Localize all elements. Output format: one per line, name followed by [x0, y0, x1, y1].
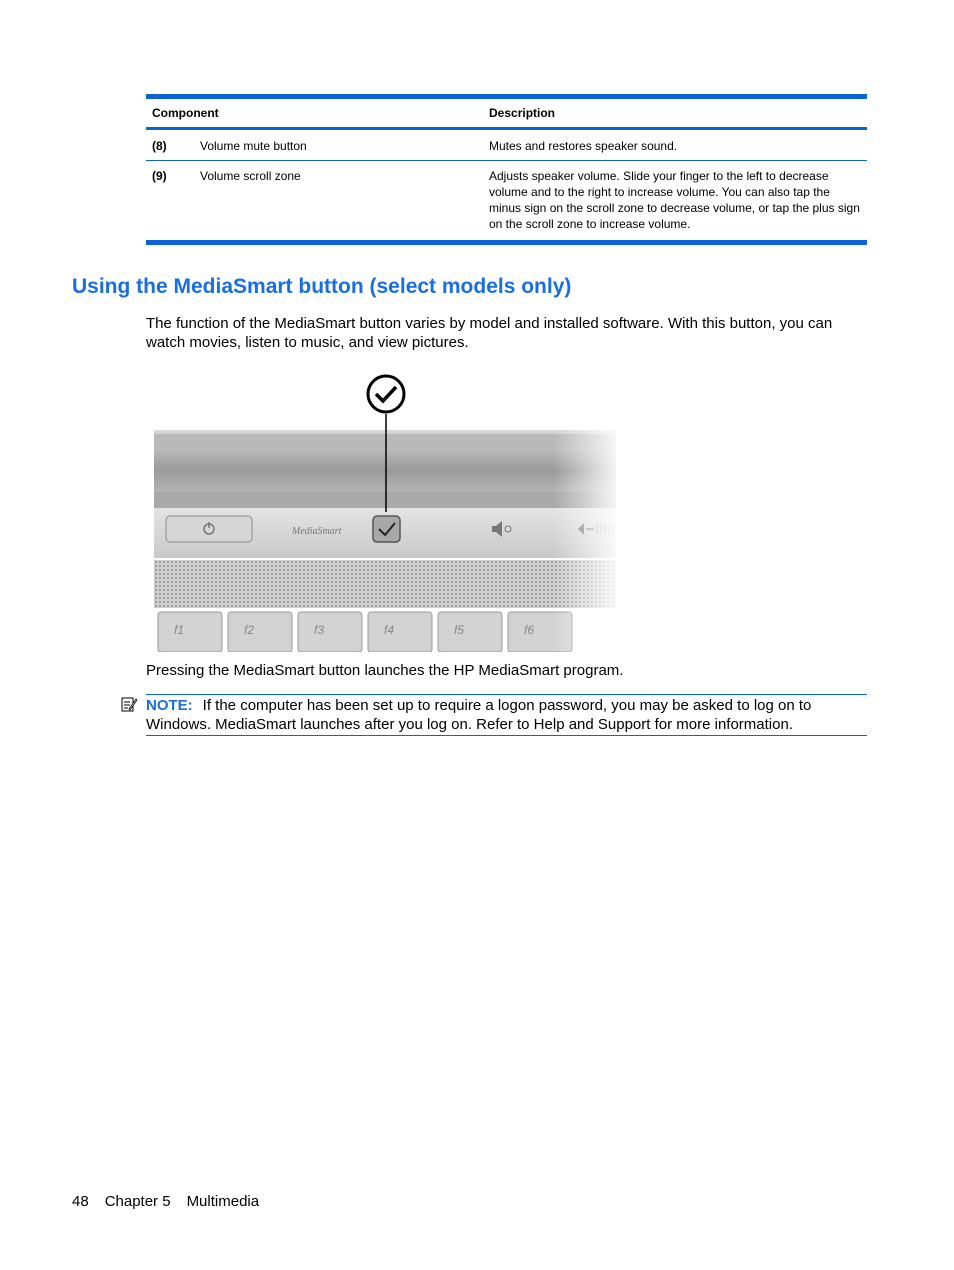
- laptop-illustration: [146, 372, 624, 652]
- note-label: NOTE:: [146, 697, 193, 714]
- row-description: Adjusts speaker volume. Slide your finger to the left to decrease volume and to the right to increase volume. You can also tap the minus sign on the scroll zone to decrease volume, or tap the plus sign on the scroll zone to increase volume.: [489, 169, 860, 231]
- table-row: [146, 161, 867, 240]
- component-table: [146, 94, 867, 245]
- row-number: (8): [152, 139, 167, 153]
- page-number: 48: [72, 1193, 89, 1210]
- intro-paragraph: The function of the MediaSmart button varies by model and installed software. With this button, you can watch movies, listen to music, and view pictures.: [146, 315, 833, 351]
- after-figure-paragraph: Pressing the MediaSmart button launches the HP MediaSmart program.: [146, 662, 624, 679]
- header-description: Description: [489, 106, 556, 120]
- row-component: Volume mute button: [200, 139, 307, 153]
- section-heading: Using the MediaSmart button (select models only): [72, 275, 572, 298]
- page-footer: [72, 1193, 275, 1210]
- table-row: [146, 130, 867, 160]
- note-icon: [120, 696, 138, 714]
- chapter-title: Multimedia: [186, 1193, 260, 1210]
- table-bottom-rule: [146, 240, 867, 245]
- row-component: Volume scroll zone: [200, 169, 301, 183]
- note-box: [146, 694, 867, 736]
- row-number: (9): [152, 169, 167, 183]
- note-text: If the computer has been set up to require a logon password, you may be asked to log on to Windows. MediaSmart launches after you log on. Refer to Help and Support for more information.: [146, 697, 812, 733]
- header-component: Component: [152, 106, 219, 120]
- chapter-label: Chapter 5: [104, 1193, 171, 1210]
- mediasmart-figure: [146, 372, 624, 652]
- row-description: Mutes and restores speaker sound.: [489, 139, 678, 153]
- callout-circle: [368, 376, 404, 412]
- table-header: [146, 99, 867, 127]
